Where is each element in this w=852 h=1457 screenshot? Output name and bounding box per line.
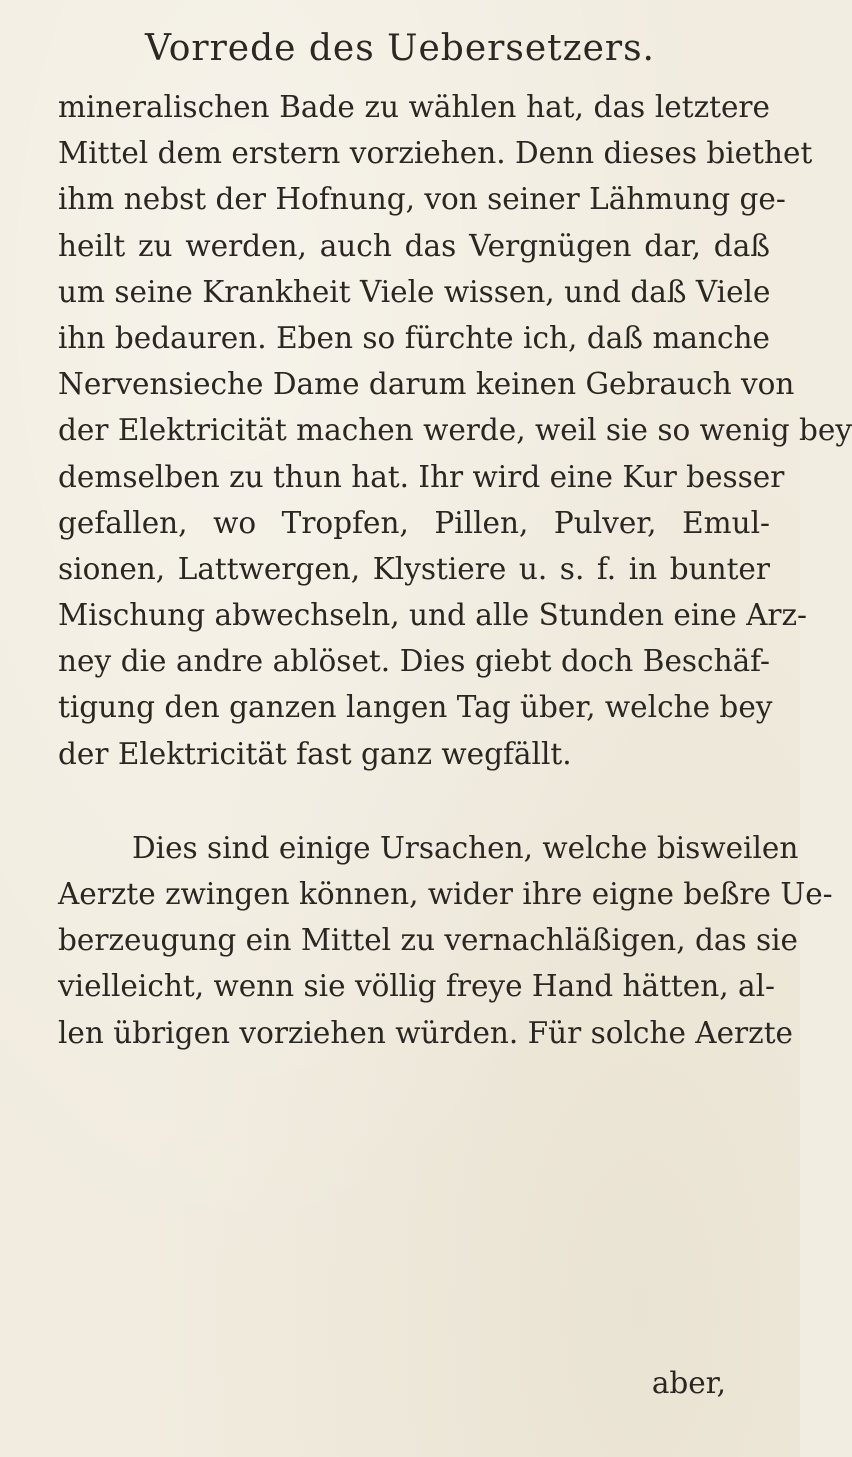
text-line: der Elektricität fast ganz wegfällt. [58,736,572,771]
text-line: ihm nebst der Hofnung, von seiner Lähmung ge- [58,182,786,217]
text-line: tigung den ganzen langen Tag über, welche bey [58,690,773,725]
text-line: len übrigen vorziehen würden. Für solche Aerzte [58,1015,794,1050]
text-line: um seine Krankheit Viele wissen, und daß Viele [58,274,771,309]
paragraph-spacer [58,777,770,825]
text-line: der Elektricität machen werde, weil sie so wenig bey [58,413,852,448]
text-line: mineralischen Bade zu wählen hat, das letztere [58,90,770,124]
paragraph-2 [58,825,833,1056]
text-line: berzeugung ein Mittel zu vernachläßigen, das sie [58,923,799,958]
text-line: Nervensieche Dame darum keinen Gebrauch von [58,367,795,402]
catchword: aber, [651,1366,726,1400]
text-line: sionen, Lattwergen, Klystiere u. s. f. in bunter [58,551,770,586]
text-line: vielleicht, wenn sie völlig freye Hand hätten, al- [58,969,775,1004]
text-line: ihn bedauren. Eben so fürchte ich, daß manche [58,320,770,355]
text-line: Dies sind einige Ursachen, welche bisweilen [132,830,799,865]
text-line: gefallen, wo Tropfen, Pillen, Pulver, Emul- [58,505,770,540]
text-line: Aerzte zwingen können, wider ihre eigne beßre Ue- [58,877,833,911]
text-line: Mittel dem erstern vorziehen. Denn dieses biethet [58,136,813,171]
text-line: Mischung abwechseln, und alle Stunden eine Arz- [58,598,808,633]
text-line: heilt zu werden, auch das Vergnügen dar, daß [58,228,770,263]
running-header: Vorrede des Uebersetzers. [145,28,655,69]
text-line: demselben zu thun hat. Ihr wird eine Kur besser [58,459,785,494]
text-line: ney die andre ablöset. Dies giebt doch Beschäf- [58,644,770,679]
body-text [58,84,852,1056]
paragraph-1 [58,84,852,777]
